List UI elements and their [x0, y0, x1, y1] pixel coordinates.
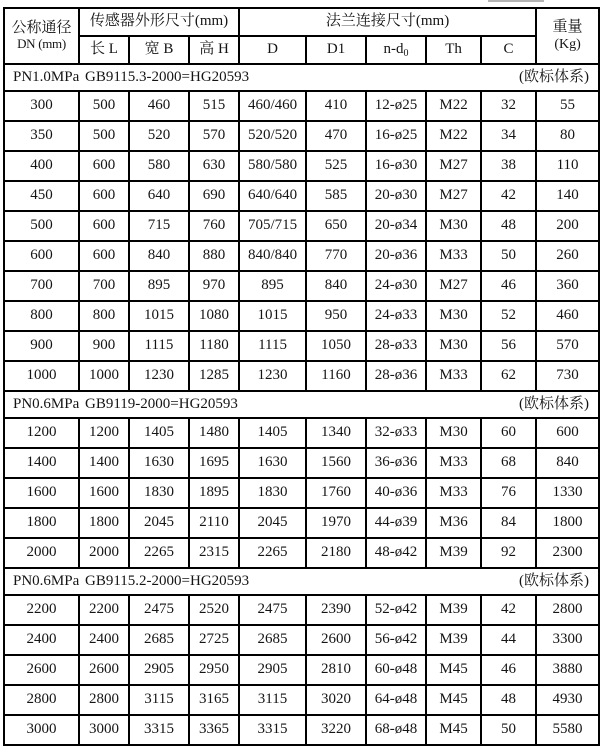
- spec-cell: M30: [426, 418, 481, 448]
- spec-cell: 2905: [239, 655, 306, 685]
- spec-cell: 1015: [129, 301, 189, 331]
- spec-cell: 1630: [239, 448, 306, 478]
- table-row: [4, 625, 599, 655]
- spec-cell: 2300: [536, 538, 599, 568]
- pressure-rating-label: PN0.6MPa: [13, 395, 80, 412]
- spec-cell: 28-ø33: [366, 331, 426, 361]
- spec-cell: 580/580: [239, 151, 306, 181]
- spec-cell: 460/460: [239, 91, 306, 121]
- spec-cell: 800: [4, 301, 79, 331]
- spec-cell: 2800: [4, 685, 79, 715]
- spec-cell: 1200: [4, 418, 79, 448]
- weight-label-line2: (Kg): [554, 36, 581, 52]
- spec-cell: 20-ø30: [366, 181, 426, 211]
- spec-cell: 3315: [129, 715, 189, 745]
- spec-cell: 1630: [129, 448, 189, 478]
- spec-cell: 2950: [189, 655, 239, 685]
- spec-cell: 60-ø48: [366, 655, 426, 685]
- spec-cell: 50: [481, 241, 536, 271]
- spec-cell: M30: [426, 301, 481, 331]
- spec-cell: 470: [306, 121, 366, 151]
- spec-cell: 140: [536, 181, 599, 211]
- table-row: [4, 478, 599, 508]
- spec-cell: 2475: [129, 595, 189, 625]
- spec-cell: 2265: [129, 538, 189, 568]
- spec-cell: 76: [481, 478, 536, 508]
- spec-cell: 46: [481, 655, 536, 685]
- spec-cell: 42: [481, 595, 536, 625]
- col-header-width: 宽 B: [129, 36, 189, 64]
- spec-cell: 1330: [536, 478, 599, 508]
- table-row: [4, 715, 599, 745]
- spec-cell: 730: [536, 361, 599, 391]
- spec-cell: 36-ø36: [366, 448, 426, 478]
- spec-cell: 1400: [79, 448, 129, 478]
- spec-cell: 16-ø30: [366, 151, 426, 181]
- spec-cell: 1200: [79, 418, 129, 448]
- spec-cell: 585: [306, 181, 366, 211]
- table-header: [4, 8, 599, 64]
- spec-cell: 2200: [4, 595, 79, 625]
- col-header-th: Th: [426, 36, 481, 64]
- spec-cell: 460: [129, 91, 189, 121]
- spec-cell: 110: [536, 151, 599, 181]
- spec-cell: 1115: [129, 331, 189, 361]
- spec-cell: 895: [239, 271, 306, 301]
- col-header-height: 高 H: [189, 36, 239, 64]
- spec-cell: 1405: [129, 418, 189, 448]
- pressure-rating-label: PN0.6MPa: [13, 572, 80, 589]
- spec-cell: 580: [129, 151, 189, 181]
- spec-cell: 1000: [79, 361, 129, 391]
- spec-cell: 56: [481, 331, 536, 361]
- spec-cell: 2000: [4, 538, 79, 568]
- spec-cell: 1800: [79, 508, 129, 538]
- spec-cell: 1015: [239, 301, 306, 331]
- section-header-row: [4, 64, 599, 91]
- spec-cell: 600: [79, 181, 129, 211]
- section-header-row: [4, 391, 599, 418]
- spec-cell: 600: [79, 241, 129, 271]
- spec-cell: 34: [481, 121, 536, 151]
- table-row: [4, 685, 599, 715]
- spec-cell: 1400: [4, 448, 79, 478]
- spec-cell: 52: [481, 301, 536, 331]
- spec-cell: 32-ø33: [366, 418, 426, 448]
- spec-cell: 2400: [79, 625, 129, 655]
- spec-cell: 515: [189, 91, 239, 121]
- table-row: [4, 271, 599, 301]
- spec-cell: 2685: [239, 625, 306, 655]
- spec-cell: 360: [536, 271, 599, 301]
- spec-cell: 700: [4, 271, 79, 301]
- spec-cell: 1970: [306, 508, 366, 538]
- table-row: [4, 331, 599, 361]
- spec-cell: 1080: [189, 301, 239, 331]
- standard-system-note: (欧标体系): [519, 572, 590, 589]
- spec-cell: 48-ø42: [366, 538, 426, 568]
- spec-cell: M39: [426, 595, 481, 625]
- spec-cell: M45: [426, 715, 481, 745]
- spec-cell: 2725: [189, 625, 239, 655]
- spec-cell: 60: [481, 418, 536, 448]
- spec-cell: M27: [426, 181, 481, 211]
- section-header-cell: [4, 568, 599, 595]
- spec-cell: 62: [481, 361, 536, 391]
- header-row-groups: [4, 8, 599, 36]
- spec-cell: 1895: [189, 478, 239, 508]
- table-row: [4, 448, 599, 478]
- dn-label-line2: DN (mm): [17, 36, 66, 52]
- scan-artifact-line: [488, 0, 544, 2]
- spec-cell: 5580: [536, 715, 599, 745]
- spec-cell: 16-ø25: [366, 121, 426, 151]
- table-row: [4, 655, 599, 685]
- spec-cell: 2400: [4, 625, 79, 655]
- spec-cell: 42: [481, 181, 536, 211]
- spec-cell: 12-ø25: [366, 91, 426, 121]
- spec-cell: 50: [481, 715, 536, 745]
- spec-cell: 48: [481, 211, 536, 241]
- spec-cell: 700: [79, 271, 129, 301]
- section-header-cell: [4, 64, 599, 91]
- spec-cell: 1760: [306, 478, 366, 508]
- spec-cell: 900: [79, 331, 129, 361]
- spec-cell: 3315: [239, 715, 306, 745]
- spec-cell: 44: [481, 625, 536, 655]
- spec-cell: 3365: [189, 715, 239, 745]
- spec-cell: 1160: [306, 361, 366, 391]
- spec-cell: M33: [426, 241, 481, 271]
- pressure-rating-label: PN1.0MPa: [13, 68, 80, 85]
- spec-cell: 1560: [306, 448, 366, 478]
- spec-cell: 1230: [239, 361, 306, 391]
- spec-cell: 2110: [189, 508, 239, 538]
- spec-cell: M22: [426, 91, 481, 121]
- spec-cell: 48: [481, 685, 536, 715]
- spec-cell: 80: [536, 121, 599, 151]
- spec-cell: 28-ø36: [366, 361, 426, 391]
- spec-cell: 1340: [306, 418, 366, 448]
- spec-cell: 880: [189, 241, 239, 271]
- spec-cell: 640: [129, 181, 189, 211]
- spec-cell: 44-ø39: [366, 508, 426, 538]
- spec-cell: 570: [189, 121, 239, 151]
- spec-cell: 24-ø33: [366, 301, 426, 331]
- spec-cell: 2800: [536, 595, 599, 625]
- spec-cell: 64-ø48: [366, 685, 426, 715]
- flange-dimension-table: [3, 7, 600, 746]
- spec-cell: 300: [4, 91, 79, 121]
- spec-cell: 450: [4, 181, 79, 211]
- col-header-dn: [4, 8, 79, 64]
- spec-cell: 46: [481, 271, 536, 301]
- table-row: [4, 538, 599, 568]
- spec-cell: 1180: [189, 331, 239, 361]
- weight-label-line1: 重量: [552, 19, 583, 36]
- spec-cell: 520: [129, 121, 189, 151]
- spec-cell: 2475: [239, 595, 306, 625]
- standard-system-note: (欧标体系): [519, 395, 590, 412]
- spec-cell: 1115: [239, 331, 306, 361]
- spec-cell: 1050: [306, 331, 366, 361]
- spec-cell: 1830: [239, 478, 306, 508]
- spec-cell: M27: [426, 271, 481, 301]
- col-header-n-d0: $n-d_0$: [366, 36, 426, 64]
- spec-cell: 840/840: [239, 241, 306, 271]
- spec-cell: 2315: [189, 538, 239, 568]
- spec-cell: M45: [426, 655, 481, 685]
- flange-standard-label: GB9119-2000=HG20593: [85, 395, 238, 412]
- spec-cell: M33: [426, 448, 481, 478]
- spec-cell: 840: [536, 448, 599, 478]
- col-header-c: C: [481, 36, 536, 64]
- spec-cell: 3115: [129, 685, 189, 715]
- spec-cell: 3115: [239, 685, 306, 715]
- spec-cell: 1600: [79, 478, 129, 508]
- col-header-d1: D1: [306, 36, 366, 64]
- spec-cell: 770: [306, 241, 366, 271]
- standard-system-note: (欧标体系): [519, 68, 590, 85]
- spec-cell: 2045: [129, 508, 189, 538]
- spec-cell: 1480: [189, 418, 239, 448]
- spec-cell: 1830: [129, 478, 189, 508]
- spec-cell: 55: [536, 91, 599, 121]
- spec-cell: 84: [481, 508, 536, 538]
- dn-label-line1: 公称通径: [11, 19, 72, 36]
- section-header-row: [4, 568, 599, 595]
- flange-standard-label: GB9115.3-2000=HG20593: [85, 68, 250, 85]
- spec-cell: 840: [306, 271, 366, 301]
- spec-cell: 200: [536, 211, 599, 241]
- spec-cell: 500: [4, 211, 79, 241]
- spec-cell: 690: [189, 181, 239, 211]
- spec-cell: M22: [426, 121, 481, 151]
- spec-cell: 3300: [536, 625, 599, 655]
- spec-cell: 1800: [536, 508, 599, 538]
- table-row: [4, 241, 599, 271]
- spec-cell: 525: [306, 151, 366, 181]
- spec-cell: 2000: [79, 538, 129, 568]
- spec-cell: M36: [426, 508, 481, 538]
- spec-cell: 3000: [79, 715, 129, 745]
- spec-cell: 950: [306, 301, 366, 331]
- spec-cell: 1405: [239, 418, 306, 448]
- table-row: [4, 595, 599, 625]
- spec-cell: 2685: [129, 625, 189, 655]
- spec-cell: M33: [426, 361, 481, 391]
- spec-cell: 650: [306, 211, 366, 241]
- spec-cell: M39: [426, 625, 481, 655]
- spec-cell: M39: [426, 538, 481, 568]
- spec-cell: 600: [79, 151, 129, 181]
- spec-cell: 1285: [189, 361, 239, 391]
- spec-cell: 570: [536, 331, 599, 361]
- spec-cell: 705/715: [239, 211, 306, 241]
- table-row: [4, 181, 599, 211]
- section-header-cell: [4, 391, 599, 418]
- spec-cell: 56-ø42: [366, 625, 426, 655]
- spec-cell: 895: [129, 271, 189, 301]
- spec-cell: 350: [4, 121, 79, 151]
- spec-cell: 2265: [239, 538, 306, 568]
- spec-cell: 520/520: [239, 121, 306, 151]
- spec-cell: 600: [79, 211, 129, 241]
- spec-cell: 2810: [306, 655, 366, 685]
- spec-cell: 2520: [189, 595, 239, 625]
- spec-cell: 900: [4, 331, 79, 361]
- spec-cell: 2600: [4, 655, 79, 685]
- table-row: [4, 121, 599, 151]
- spec-cell: M30: [426, 331, 481, 361]
- spec-cell: 460: [536, 301, 599, 331]
- spec-cell: 600: [536, 418, 599, 448]
- spec-cell: 3000: [4, 715, 79, 745]
- spec-cell: 400: [4, 151, 79, 181]
- spec-cell: 3020: [306, 685, 366, 715]
- spec-cell: 40-ø36: [366, 478, 426, 508]
- spec-cell: M33: [426, 478, 481, 508]
- table-row: [4, 418, 599, 448]
- table-row: [4, 508, 599, 538]
- table-body: [4, 64, 599, 745]
- spec-cell: 600: [4, 241, 79, 271]
- spec-cell: 2045: [239, 508, 306, 538]
- spec-cell: 52-ø42: [366, 595, 426, 625]
- spec-cell: 1800: [4, 508, 79, 538]
- spec-cell: 2905: [129, 655, 189, 685]
- spec-cell: 2180: [306, 538, 366, 568]
- spec-cell: 715: [129, 211, 189, 241]
- spec-cell: 970: [189, 271, 239, 301]
- spec-cell: 2390: [306, 595, 366, 625]
- col-header-d: D: [239, 36, 306, 64]
- spec-cell: 800: [79, 301, 129, 331]
- spec-cell: 2600: [79, 655, 129, 685]
- spec-cell: 2600: [306, 625, 366, 655]
- col-header-length: 长 L: [79, 36, 129, 64]
- col-header-weight: [536, 8, 599, 64]
- spec-cell: 500: [79, 121, 129, 151]
- spec-cell: 1600: [4, 478, 79, 508]
- spec-cell: 260: [536, 241, 599, 271]
- spec-cell: 20-ø34: [366, 211, 426, 241]
- flange-standard-label: GB9115.2-2000=HG20593: [85, 572, 250, 589]
- spec-cell: 1230: [129, 361, 189, 391]
- col-group-sensor-dimensions: 传感器外形尺寸(mm): [79, 8, 239, 36]
- table-row: [4, 151, 599, 181]
- spec-cell: 640/640: [239, 181, 306, 211]
- spec-cell: 3880: [536, 655, 599, 685]
- spec-cell: M45: [426, 685, 481, 715]
- spec-cell: 2800: [79, 685, 129, 715]
- table-row: [4, 361, 599, 391]
- table-row: [4, 91, 599, 121]
- spec-cell: M27: [426, 151, 481, 181]
- spec-cell: 630: [189, 151, 239, 181]
- col-group-flange-dimensions: 法兰连接尺寸(mm): [239, 8, 536, 36]
- spec-cell: 68-ø48: [366, 715, 426, 745]
- spec-cell: 500: [79, 91, 129, 121]
- spec-cell: M30: [426, 211, 481, 241]
- spec-cell: 1695: [189, 448, 239, 478]
- header-row-subcolumns: [4, 36, 599, 64]
- spec-cell: 92: [481, 538, 536, 568]
- spec-cell: 24-ø30: [366, 271, 426, 301]
- spec-cell: 3220: [306, 715, 366, 745]
- spec-cell: 38: [481, 151, 536, 181]
- table-row: [4, 301, 599, 331]
- spec-cell: 2200: [79, 595, 129, 625]
- spec-cell: 410: [306, 91, 366, 121]
- spec-cell: 760: [189, 211, 239, 241]
- spec-cell: 3165: [189, 685, 239, 715]
- spec-cell: 20-ø36: [366, 241, 426, 271]
- spec-cell: 68: [481, 448, 536, 478]
- table-row: [4, 211, 599, 241]
- spec-cell: 4930: [536, 685, 599, 715]
- spec-cell: 840: [129, 241, 189, 271]
- spec-cell: 1000: [4, 361, 79, 391]
- spec-cell: 32: [481, 91, 536, 121]
